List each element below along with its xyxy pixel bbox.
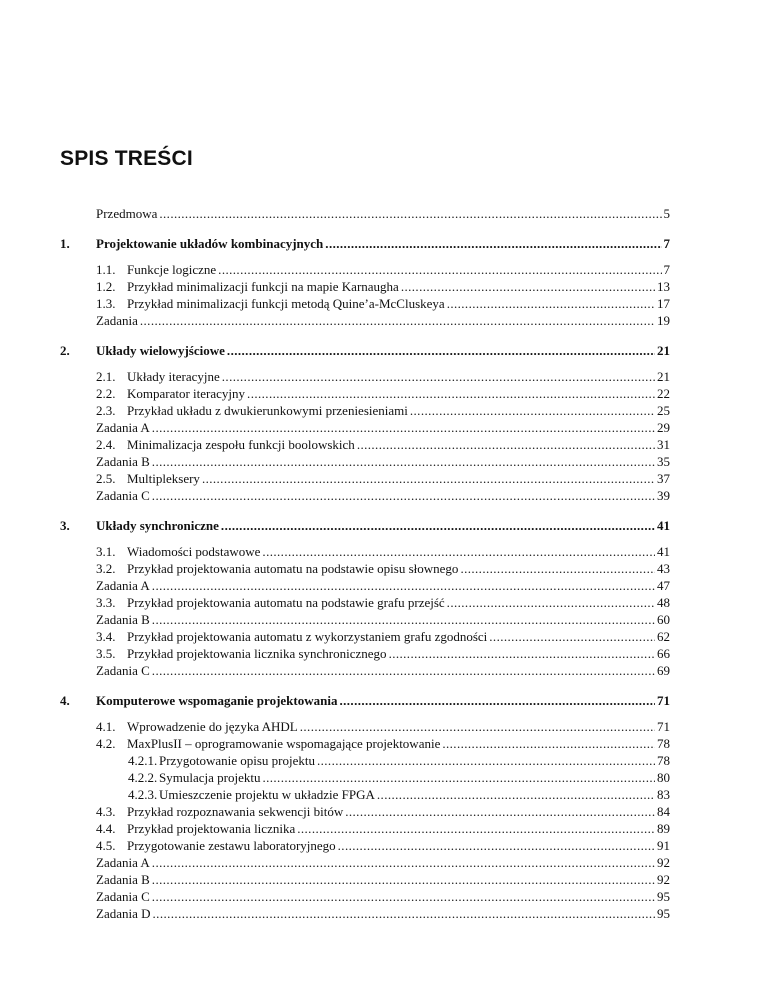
toc-page-number: 95 (657, 889, 670, 904)
toc-entry-number: 4.3. (96, 804, 116, 819)
toc-chapter-number: 1. (60, 236, 70, 251)
toc-page-number: 41 (657, 544, 670, 559)
toc-page-number: 17 (657, 296, 670, 311)
toc-page-number: 62 (657, 629, 670, 644)
dot-leader (153, 905, 655, 922)
toc-entry-title-wrap (60, 662, 150, 679)
toc-entry-title-wrap (60, 820, 295, 837)
toc-chapter-title: Układy wielowyjściowe (96, 343, 225, 358)
toc-entry-title: Zadania C (96, 488, 150, 503)
dot-leader (262, 543, 655, 560)
toc-entry-preface (60, 205, 670, 222)
toc-entry-title-wrap (60, 577, 150, 594)
toc-page-number: 13 (657, 279, 670, 294)
toc-chapters (60, 222, 670, 922)
toc-entry (60, 854, 670, 871)
toc-entry-number: 3.2. (96, 561, 116, 576)
toc-page-number: 35 (657, 454, 670, 469)
toc-entry-number: 2.5. (96, 471, 116, 486)
toc-entry (60, 453, 670, 470)
section-gap (60, 222, 670, 235)
toc-entry (60, 628, 670, 645)
toc-entry-title: Układy iteracyjne (127, 369, 220, 384)
toc-page-number: 69 (657, 663, 670, 678)
toc-page-number: 7 (663, 262, 670, 277)
toc-entry-title: Przykład projektowania automatu na podstawie opisu słownego (127, 561, 459, 576)
dot-leader (447, 295, 655, 312)
toc-entry-title-wrap (60, 905, 151, 922)
toc-entry-title: Multipleksery (127, 471, 200, 486)
toc-page-number: 92 (657, 872, 670, 887)
dot-leader (222, 368, 655, 385)
toc-entry-title-wrap (60, 769, 260, 786)
toc-entry (60, 769, 670, 786)
toc-entry-title: Przykład projektowania automatu na podstawie grafu przejść (127, 595, 445, 610)
dot-leader (159, 205, 661, 222)
toc-entry (60, 871, 670, 888)
toc-entry (60, 436, 670, 453)
dot-leader (227, 342, 655, 359)
toc-entry-title-wrap (60, 752, 315, 769)
toc-entry-title: Przygotowanie zestawu laboratoryjnego (127, 838, 336, 853)
dot-leader (389, 645, 655, 662)
toc-entry (60, 735, 670, 752)
toc-page-number: 21 (657, 343, 670, 358)
toc-entry (60, 487, 670, 504)
toc-entry (60, 837, 670, 854)
toc-page-number: 66 (657, 646, 670, 661)
toc-entry-number: 2.4. (96, 437, 116, 452)
toc-page-number: 5 (663, 206, 670, 221)
toc-entry-title: Przedmowa (96, 206, 158, 221)
chapter-gap (60, 252, 670, 261)
toc-entry-title-wrap (60, 278, 399, 295)
dot-leader (401, 278, 655, 295)
toc-entry-number: 2.2. (96, 386, 116, 401)
toc-page-number: 71 (657, 719, 670, 734)
dot-leader (338, 837, 655, 854)
toc-entry (60, 419, 670, 436)
toc-entry-title-wrap (60, 368, 220, 385)
dot-leader (152, 577, 655, 594)
toc-entry-title: Zadania D (96, 906, 151, 921)
toc-entry-title: Umieszczenie projektu w układzie FPGA (159, 787, 375, 802)
toc-entry-title: Przykład projektowania automatu z wykorzystaniem grafu zgodności (127, 629, 488, 644)
dot-leader (140, 312, 655, 329)
toc-entry-number: 1.2. (96, 279, 116, 294)
toc-entry-title-wrap (60, 487, 150, 504)
toc-entry (60, 295, 670, 312)
toc-page-number: 37 (657, 471, 670, 486)
toc-page-number: 80 (657, 770, 670, 785)
toc-page-number: 95 (657, 906, 670, 921)
dot-leader (300, 718, 655, 735)
toc-entry-title-wrap (60, 786, 375, 803)
toc-entry-number: 3.5. (96, 646, 116, 661)
dot-leader (247, 385, 655, 402)
toc-page-number: 91 (657, 838, 670, 853)
dot-leader (339, 692, 655, 709)
toc-entry-title-wrap (60, 385, 245, 402)
toc-entry-title-wrap (60, 470, 200, 487)
dot-leader (152, 662, 655, 679)
toc-entry-title: Przykład rozpoznawania sekwencji bitów (127, 804, 344, 819)
toc-entry-title-wrap (60, 628, 487, 645)
dot-leader (152, 854, 655, 871)
toc-entry-title-wrap (60, 560, 458, 577)
toc-entry (60, 560, 670, 577)
dot-leader (460, 560, 655, 577)
dot-leader (447, 594, 655, 611)
toc-chapter-number: 4. (60, 693, 70, 708)
toc-entry-title-wrap (60, 735, 440, 752)
toc-entry (60, 385, 670, 402)
toc-chapter-2 (60, 342, 670, 359)
toc-page-number: 31 (657, 437, 670, 452)
toc-entry-title: Przykład minimalizacji funkcji metodą Quine’a-McCluskeya (127, 296, 445, 311)
table-of-contents (60, 205, 670, 922)
toc-entry-title-wrap (60, 295, 445, 312)
toc-entry-title: Zadania B (96, 612, 150, 627)
toc-page-number: 60 (657, 612, 670, 627)
toc-entry (60, 261, 670, 278)
dot-leader (317, 752, 655, 769)
toc-entry (60, 368, 670, 385)
toc-page-number: 71 (657, 693, 670, 708)
toc-entry-title-wrap (60, 871, 150, 888)
dot-leader (152, 871, 655, 888)
section-gap (60, 329, 670, 342)
toc-entry (60, 888, 670, 905)
toc-entry (60, 718, 670, 735)
toc-entry (60, 662, 670, 679)
toc-entry-title: Wiadomości podstawowe (127, 544, 261, 559)
dot-leader (297, 820, 655, 837)
toc-entry-title: MaxPlusII – oprogramowanie wspomagające projektowanie (127, 736, 441, 751)
toc-entry-title: Minimalizacja zespołu funkcji boolowskich (127, 437, 355, 452)
toc-chapter-1 (60, 235, 670, 252)
chapter-gap (60, 534, 670, 543)
toc-entry-title-wrap (60, 402, 408, 419)
dot-leader (152, 487, 655, 504)
toc-chapter-number: 3. (60, 518, 70, 533)
dot-leader (442, 735, 655, 752)
toc-entry (60, 470, 670, 487)
toc-entry-title-wrap (60, 453, 150, 470)
toc-entry-title: Komparator iteracyjny (127, 386, 246, 401)
toc-entry-title-wrap (60, 436, 355, 453)
page-title: SPIS TREŚCI (60, 147, 193, 170)
toc-page-number: 22 (657, 386, 670, 401)
toc-entry-title-wrap (60, 543, 260, 560)
toc-entry-title: Zadania B (96, 872, 150, 887)
dot-leader (357, 436, 655, 453)
toc-page-number: 78 (657, 753, 670, 768)
toc-page-number: 84 (657, 804, 670, 819)
toc-entry-title-wrap (60, 837, 336, 854)
chapter-gap (60, 359, 670, 368)
dot-leader (410, 402, 655, 419)
toc-entry-title: Symulacja projektu (159, 770, 261, 785)
dot-leader (202, 470, 655, 487)
toc-entry (60, 803, 670, 820)
toc-entry-number: 3.1. (96, 544, 116, 559)
toc-entry-title: Zadania C (96, 663, 150, 678)
toc-chapter-4 (60, 692, 670, 709)
chapter-gap (60, 709, 670, 718)
toc-page-number: 48 (657, 595, 670, 610)
dot-leader (489, 628, 655, 645)
toc-entry-title-wrap (60, 645, 387, 662)
toc-entry-title: Przykład projektowania licznika synchronicznego (127, 646, 387, 661)
toc-entry-title-wrap (60, 611, 150, 628)
toc-entry-number: 3.3. (96, 595, 116, 610)
toc-entry-title: Zadania B (96, 454, 150, 469)
dot-leader (152, 453, 655, 470)
toc-entry-title-wrap (60, 261, 216, 278)
toc-entry-number: 4.2.2. (128, 770, 158, 785)
toc-chapter-number: 2. (60, 343, 70, 358)
toc-entry-title: Przykład projektowania licznika (127, 821, 296, 836)
toc-page-number: 47 (657, 578, 670, 593)
toc-entry-number: 2.1. (96, 369, 116, 384)
toc-entry-number: 4.2.1. (128, 753, 158, 768)
toc-entry-title: Przygotowanie opisu projektu (159, 753, 315, 768)
dot-leader (221, 517, 655, 534)
toc-page-number: 39 (657, 488, 670, 503)
toc-chapter-title: Komputerowe wspomaganie projektowania (96, 693, 338, 708)
toc-chapter-title: Układy synchroniczne (96, 518, 219, 533)
toc-entry (60, 577, 670, 594)
toc-entry-number: 4.2. (96, 736, 116, 751)
toc-entry-title: Funkcje logiczne (127, 262, 217, 277)
toc-entry (60, 594, 670, 611)
toc-entry (60, 645, 670, 662)
toc-entry-title-wrap (60, 594, 445, 611)
dot-leader (377, 786, 655, 803)
dot-leader (325, 235, 661, 252)
toc-entry-title-wrap (60, 888, 150, 905)
toc-entry-number: 4.5. (96, 838, 116, 853)
toc-page-number: 25 (657, 403, 670, 418)
toc-entry-title-wrap (60, 312, 138, 329)
section-gap (60, 504, 670, 517)
toc-entry-title: Zadania A (96, 855, 150, 870)
section-gap (60, 679, 670, 692)
toc-entry-title-wrap (60, 854, 150, 871)
toc-entry-number: 4.2.3. (128, 787, 158, 802)
toc-entry-title-wrap (60, 803, 343, 820)
toc-page-number: 92 (657, 855, 670, 870)
toc-entry-title: Wprowadzenie do języka AHDL (127, 719, 298, 734)
dot-leader (152, 888, 655, 905)
toc-entry (60, 402, 670, 419)
toc-entry-title-wrap (60, 419, 150, 436)
toc-entry-title: Przykład minimalizacji funkcji na mapie Karnaugha (127, 279, 399, 294)
toc-entry (60, 752, 670, 769)
toc-entry (60, 278, 670, 295)
toc-entry-title-wrap (60, 718, 298, 735)
toc-page-number: 7 (663, 236, 670, 251)
toc-page-number: 41 (657, 518, 670, 533)
toc-page-number: 78 (657, 736, 670, 751)
toc-page-number: 89 (657, 821, 670, 836)
dot-leader (262, 769, 655, 786)
dot-leader (345, 803, 655, 820)
toc-entry (60, 611, 670, 628)
toc-entry (60, 312, 670, 329)
toc-page-number: 43 (657, 561, 670, 576)
toc-chapter-title: Projektowanie układów kombinacyjnych (96, 236, 324, 251)
dot-leader (152, 611, 655, 628)
toc-page-number: 83 (657, 787, 670, 802)
toc-page-number: 19 (657, 313, 670, 328)
toc-entry-number: 4.1. (96, 719, 116, 734)
toc-entry (60, 820, 670, 837)
toc-entry-title: Przykład układu z dwukierunkowymi przeniesieniami (127, 403, 408, 418)
toc-entry-number: 1.3. (96, 296, 116, 311)
toc-entry-title: Zadania A (96, 420, 150, 435)
toc-entry (60, 786, 670, 803)
toc-entry-title: Zadania C (96, 889, 150, 904)
toc-page-number: 21 (657, 369, 670, 384)
toc-entry-title: Zadania A (96, 578, 150, 593)
dot-leader (152, 419, 655, 436)
toc-page-number: 29 (657, 420, 670, 435)
toc-entry-number: 4.4. (96, 821, 116, 836)
toc-entry-number: 1.1. (96, 262, 116, 277)
dot-leader (218, 261, 661, 278)
toc-entry (60, 543, 670, 560)
toc-entry-number: 2.3. (96, 403, 116, 418)
toc-entry-number: 3.4. (96, 629, 116, 644)
toc-entry-title: Zadania (96, 313, 138, 328)
toc-chapter-3 (60, 517, 670, 534)
toc-entry (60, 905, 670, 922)
